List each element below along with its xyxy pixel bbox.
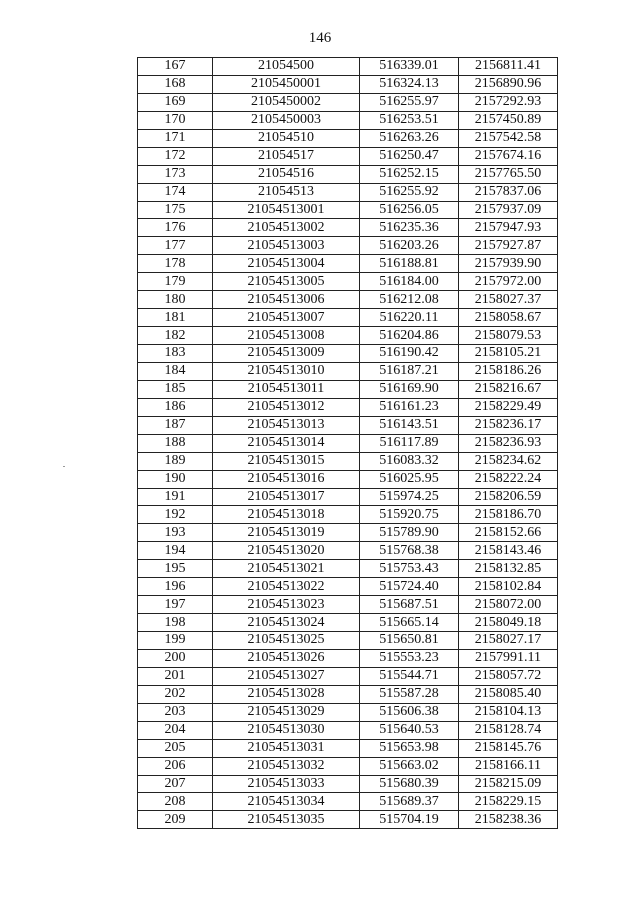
row-index-cell: 207 — [138, 775, 213, 793]
x-coordinate-cell: 516190.42 — [360, 345, 459, 363]
x-coordinate-cell: 515753.43 — [360, 560, 459, 578]
table-row — [138, 345, 558, 363]
point-code-cell: 21054513030 — [213, 721, 360, 739]
point-code-cell: 2105450002 — [213, 93, 360, 111]
x-coordinate-cell: 516203.26 — [360, 237, 459, 255]
row-index-cell: 206 — [138, 757, 213, 775]
coordinates-table — [137, 57, 558, 829]
table-row — [138, 721, 558, 739]
point-code-cell: 21054513035 — [213, 811, 360, 829]
row-index-cell: 194 — [138, 542, 213, 560]
x-coordinate-cell: 516256.05 — [360, 201, 459, 219]
x-coordinate-cell: 516184.00 — [360, 273, 459, 291]
row-index-cell: 181 — [138, 309, 213, 327]
table-row — [138, 775, 558, 793]
point-code-cell: 21054513014 — [213, 434, 360, 452]
x-coordinate-cell: 516339.01 — [360, 58, 459, 76]
point-code-cell: 21054513007 — [213, 309, 360, 327]
point-code-cell: 21054513032 — [213, 757, 360, 775]
row-index-cell: 179 — [138, 273, 213, 291]
row-index-cell: 171 — [138, 129, 213, 147]
x-coordinate-cell: 515689.37 — [360, 793, 459, 811]
table-row — [138, 362, 558, 380]
row-index-cell: 169 — [138, 93, 213, 111]
point-code-cell: 21054513018 — [213, 506, 360, 524]
point-code-cell: 21054513001 — [213, 201, 360, 219]
table-row — [138, 739, 558, 757]
x-coordinate-cell: 515920.75 — [360, 506, 459, 524]
point-code-cell: 21054513 — [213, 183, 360, 201]
point-code-cell: 2105450001 — [213, 75, 360, 93]
point-code-cell: 21054517 — [213, 147, 360, 165]
x-coordinate-cell: 516324.13 — [360, 75, 459, 93]
table-row — [138, 416, 558, 434]
table-row — [138, 542, 558, 560]
point-code-cell: 21054513004 — [213, 255, 360, 273]
y-coordinate-cell: 2157939.90 — [459, 255, 558, 273]
page-number: 146 — [308, 30, 332, 46]
x-coordinate-cell: 516117.89 — [360, 434, 459, 452]
y-coordinate-cell: 2157972.00 — [459, 273, 558, 291]
row-index-cell: 192 — [138, 506, 213, 524]
point-code-cell: 21054513031 — [213, 739, 360, 757]
point-code-cell: 21054513020 — [213, 542, 360, 560]
table-row — [138, 237, 558, 255]
x-coordinate-cell: 515650.81 — [360, 632, 459, 650]
x-coordinate-cell: 515606.38 — [360, 703, 459, 721]
table-row — [138, 93, 558, 111]
table-row — [138, 649, 558, 667]
y-coordinate-cell: 2158186.70 — [459, 506, 558, 524]
row-index-cell: 186 — [138, 398, 213, 416]
point-code-cell: 21054513009 — [213, 345, 360, 363]
y-coordinate-cell: 2158229.15 — [459, 793, 558, 811]
row-index-cell: 178 — [138, 255, 213, 273]
x-coordinate-cell: 516253.51 — [360, 111, 459, 129]
table-row — [138, 58, 558, 76]
y-coordinate-cell: 2158102.84 — [459, 578, 558, 596]
table-row — [138, 470, 558, 488]
point-code-cell: 21054513016 — [213, 470, 360, 488]
y-coordinate-cell: 2158236.17 — [459, 416, 558, 434]
point-code-cell: 21054513019 — [213, 524, 360, 542]
x-coordinate-cell: 515687.51 — [360, 596, 459, 614]
y-coordinate-cell: 2158238.36 — [459, 811, 558, 829]
table-row — [138, 757, 558, 775]
y-coordinate-cell: 2158215.09 — [459, 775, 558, 793]
x-coordinate-cell: 516025.95 — [360, 470, 459, 488]
row-index-cell: 189 — [138, 452, 213, 470]
x-coordinate-cell: 515640.53 — [360, 721, 459, 739]
table-row — [138, 219, 558, 237]
table-row — [138, 327, 558, 345]
y-coordinate-cell: 2157991.11 — [459, 649, 558, 667]
table-row — [138, 273, 558, 291]
x-coordinate-cell: 516255.92 — [360, 183, 459, 201]
y-coordinate-cell: 2158104.13 — [459, 703, 558, 721]
row-index-cell: 167 — [138, 58, 213, 76]
table-row — [138, 596, 558, 614]
table-row — [138, 578, 558, 596]
x-coordinate-cell: 516161.23 — [360, 398, 459, 416]
table-row — [138, 685, 558, 703]
row-index-cell: 177 — [138, 237, 213, 255]
y-coordinate-cell: 2158152.66 — [459, 524, 558, 542]
x-coordinate-cell: 516255.97 — [360, 93, 459, 111]
y-coordinate-cell: 2158222.24 — [459, 470, 558, 488]
table-row — [138, 201, 558, 219]
table-row — [138, 380, 558, 398]
table-row — [138, 488, 558, 506]
row-index-cell: 198 — [138, 614, 213, 632]
x-coordinate-cell: 515704.19 — [360, 811, 459, 829]
point-code-cell: 21054513024 — [213, 614, 360, 632]
row-index-cell: 183 — [138, 345, 213, 363]
x-coordinate-cell: 516250.47 — [360, 147, 459, 165]
point-code-cell: 21054513011 — [213, 380, 360, 398]
y-coordinate-cell: 2156890.96 — [459, 75, 558, 93]
y-coordinate-cell: 2156811.41 — [459, 58, 558, 76]
x-coordinate-cell: 515553.23 — [360, 649, 459, 667]
point-code-cell: 21054513015 — [213, 452, 360, 470]
y-coordinate-cell: 2158186.26 — [459, 362, 558, 380]
y-coordinate-cell: 2158234.62 — [459, 452, 558, 470]
point-code-cell: 21054513033 — [213, 775, 360, 793]
y-coordinate-cell: 2157450.89 — [459, 111, 558, 129]
y-coordinate-cell: 2158143.46 — [459, 542, 558, 560]
point-code-cell: 21054516 — [213, 165, 360, 183]
x-coordinate-cell: 516263.26 — [360, 129, 459, 147]
x-coordinate-cell: 515663.02 — [360, 757, 459, 775]
table-row — [138, 434, 558, 452]
coordinates-table-body — [138, 58, 558, 829]
table-row — [138, 255, 558, 273]
table-row — [138, 309, 558, 327]
row-index-cell: 175 — [138, 201, 213, 219]
row-index-cell: 173 — [138, 165, 213, 183]
point-code-cell: 21054513008 — [213, 327, 360, 345]
row-index-cell: 199 — [138, 632, 213, 650]
row-index-cell: 172 — [138, 147, 213, 165]
y-coordinate-cell: 2157674.16 — [459, 147, 558, 165]
y-coordinate-cell: 2158145.76 — [459, 739, 558, 757]
row-index-cell: 184 — [138, 362, 213, 380]
x-coordinate-cell: 516204.86 — [360, 327, 459, 345]
point-code-cell: 21054513017 — [213, 488, 360, 506]
point-code-cell: 21054513023 — [213, 596, 360, 614]
x-coordinate-cell: 515768.38 — [360, 542, 459, 560]
table-row — [138, 614, 558, 632]
row-index-cell: 204 — [138, 721, 213, 739]
table-row — [138, 560, 558, 578]
table-row — [138, 793, 558, 811]
row-index-cell: 203 — [138, 703, 213, 721]
row-index-cell: 205 — [138, 739, 213, 757]
x-coordinate-cell: 516083.32 — [360, 452, 459, 470]
x-coordinate-cell: 516252.15 — [360, 165, 459, 183]
row-index-cell: 190 — [138, 470, 213, 488]
table-row — [138, 111, 558, 129]
point-code-cell: 21054513022 — [213, 578, 360, 596]
y-coordinate-cell: 2158236.93 — [459, 434, 558, 452]
x-coordinate-cell: 516143.51 — [360, 416, 459, 434]
point-code-cell: 21054513029 — [213, 703, 360, 721]
point-code-cell: 21054513026 — [213, 649, 360, 667]
y-coordinate-cell: 2158216.67 — [459, 380, 558, 398]
y-coordinate-cell: 2158049.18 — [459, 614, 558, 632]
table-row — [138, 183, 558, 201]
table-row — [138, 75, 558, 93]
table-row — [138, 506, 558, 524]
x-coordinate-cell: 515665.14 — [360, 614, 459, 632]
y-coordinate-cell: 2158105.21 — [459, 345, 558, 363]
table-row — [138, 452, 558, 470]
row-index-cell: 200 — [138, 649, 213, 667]
point-code-cell: 21054513003 — [213, 237, 360, 255]
point-code-cell: 21054500 — [213, 58, 360, 76]
table-row — [138, 129, 558, 147]
point-code-cell: 21054513027 — [213, 667, 360, 685]
table-row — [138, 165, 558, 183]
x-coordinate-cell: 515680.39 — [360, 775, 459, 793]
y-coordinate-cell: 2158229.49 — [459, 398, 558, 416]
point-code-cell: 21054513012 — [213, 398, 360, 416]
point-code-cell: 21054513005 — [213, 273, 360, 291]
row-index-cell: 170 — [138, 111, 213, 129]
x-coordinate-cell: 515544.71 — [360, 667, 459, 685]
table-row — [138, 811, 558, 829]
row-index-cell: 208 — [138, 793, 213, 811]
y-coordinate-cell: 2158132.85 — [459, 560, 558, 578]
x-coordinate-cell: 516187.21 — [360, 362, 459, 380]
point-code-cell: 21054513006 — [213, 291, 360, 309]
point-code-cell: 2105450003 — [213, 111, 360, 129]
y-coordinate-cell: 2157292.93 — [459, 93, 558, 111]
x-coordinate-cell: 516169.90 — [360, 380, 459, 398]
y-coordinate-cell: 2157542.58 — [459, 129, 558, 147]
row-index-cell: 187 — [138, 416, 213, 434]
y-coordinate-cell: 2157765.50 — [459, 165, 558, 183]
table-row — [138, 667, 558, 685]
y-coordinate-cell: 2158027.37 — [459, 291, 558, 309]
row-index-cell: 196 — [138, 578, 213, 596]
x-coordinate-cell: 515587.28 — [360, 685, 459, 703]
y-coordinate-cell: 2157927.87 — [459, 237, 558, 255]
row-index-cell: 209 — [138, 811, 213, 829]
x-coordinate-cell: 516220.11 — [360, 309, 459, 327]
scan-speck — [63, 466, 65, 467]
point-code-cell: 21054513010 — [213, 362, 360, 380]
y-coordinate-cell: 2158128.74 — [459, 721, 558, 739]
x-coordinate-cell: 516212.08 — [360, 291, 459, 309]
row-index-cell: 185 — [138, 380, 213, 398]
table-row — [138, 291, 558, 309]
row-index-cell: 174 — [138, 183, 213, 201]
point-code-cell: 21054513002 — [213, 219, 360, 237]
y-coordinate-cell: 2158079.53 — [459, 327, 558, 345]
y-coordinate-cell: 2158027.17 — [459, 632, 558, 650]
row-index-cell: 182 — [138, 327, 213, 345]
table-row — [138, 632, 558, 650]
x-coordinate-cell: 516188.81 — [360, 255, 459, 273]
x-coordinate-cell: 515974.25 — [360, 488, 459, 506]
row-index-cell: 193 — [138, 524, 213, 542]
table-row — [138, 524, 558, 542]
y-coordinate-cell: 2158206.59 — [459, 488, 558, 506]
point-code-cell: 21054513028 — [213, 685, 360, 703]
y-coordinate-cell: 2158166.11 — [459, 757, 558, 775]
row-index-cell: 176 — [138, 219, 213, 237]
row-index-cell: 195 — [138, 560, 213, 578]
x-coordinate-cell: 515789.90 — [360, 524, 459, 542]
row-index-cell: 191 — [138, 488, 213, 506]
point-code-cell: 21054510 — [213, 129, 360, 147]
y-coordinate-cell: 2157937.09 — [459, 201, 558, 219]
table-row — [138, 398, 558, 416]
row-index-cell: 202 — [138, 685, 213, 703]
row-index-cell: 180 — [138, 291, 213, 309]
x-coordinate-cell: 516235.36 — [360, 219, 459, 237]
row-index-cell: 188 — [138, 434, 213, 452]
point-code-cell: 21054513021 — [213, 560, 360, 578]
x-coordinate-cell: 515653.98 — [360, 739, 459, 757]
y-coordinate-cell: 2158058.67 — [459, 309, 558, 327]
y-coordinate-cell: 2158085.40 — [459, 685, 558, 703]
row-index-cell: 201 — [138, 667, 213, 685]
x-coordinate-cell: 515724.40 — [360, 578, 459, 596]
row-index-cell: 168 — [138, 75, 213, 93]
point-code-cell: 21054513034 — [213, 793, 360, 811]
point-code-cell: 21054513013 — [213, 416, 360, 434]
y-coordinate-cell: 2158057.72 — [459, 667, 558, 685]
y-coordinate-cell: 2158072.00 — [459, 596, 558, 614]
table-row — [138, 703, 558, 721]
y-coordinate-cell: 2157947.93 — [459, 219, 558, 237]
table-row — [138, 147, 558, 165]
point-code-cell: 21054513025 — [213, 632, 360, 650]
row-index-cell: 197 — [138, 596, 213, 614]
y-coordinate-cell: 2157837.06 — [459, 183, 558, 201]
